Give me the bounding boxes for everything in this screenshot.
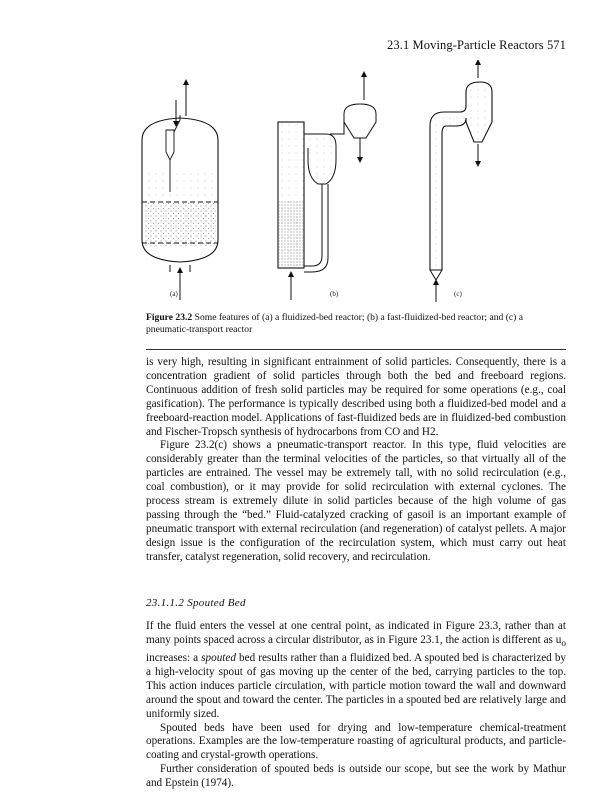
spouted-text-a: If the fluid enters the vessel at one central point, as indicated in Figure 23.3, rather than at many points spaced across a circular distributor, as in Figure 23.1, the action is different as u: [146, 620, 566, 646]
paragraph-spouted-further: Further consideration of spouted beds is outside our scope, but see the work by Mathur and Epstein (1974).: [146, 763, 566, 790]
running-head: 23.1 Moving-Particle Reactors 571: [387, 38, 566, 52]
body-text: [146, 356, 566, 565]
diagram-a-fluidized-bed: [142, 82, 218, 300]
section-body: [146, 620, 566, 791]
panel-label-b: (b): [330, 290, 339, 298]
paragraph-fast-fluidized: is very high, resulting in significant entrainment of solid particles. Consequently, there is a concentration gradient of solid particles through both the bed and freeboard regions. Continuous addition of fresh solid particles may be required for some operations (e.g., coal gasification). The performance is typically described using both a fluidized-bed model and a freeboard-reaction model. Applications of fast-fluidized beds are in fluidized-bed combustion and Fischer-Tropsch synthesis of hydrocarbons from CO and H2.: [146, 356, 566, 438]
diagram-c-pneumatic-transport: [430, 62, 492, 302]
paragraph-spouted-uses: Spouted beds have been used for drying and low-temperature chemical-treatment operations. Examples are the low-temperature roasting of agricultural products, and particle-coating and crystal-growth operations.: [146, 721, 566, 762]
caption-divider: [146, 349, 566, 350]
spouted-emphasis: spouted: [201, 652, 236, 665]
caption-label: Figure 23.2: [146, 312, 193, 323]
paragraph-pneumatic: Figure 23.2(c) shows a pneumatic-transport reactor. In this type, fluid velocities are considerably greater than the terminal velocities of the particles, so that virtually all of the particles are entrained. The vessel may be extremely tall, with no solid recirculation (e.g., coal combustion), or it may provide for solid recirculation with external cyclones. The process stream is extremely dilute in solid particles because of the high volume of gas passing through the “bed.” Fluid-catalyzed cracking of gasoil is an important example of pneumatic transport with external recirculation (and regeneration) of catalyst pellets. A major design issue is the configuration of the recirculation system, which must carry out heat transfer, catalyst regeneration, solid recovery, and recirculation.: [146, 439, 566, 563]
paragraph-spouted-intro: [146, 620, 566, 722]
panel-label-a: (a): [170, 290, 178, 298]
spouted-text-c: bed results rather than a fluidized bed. A spouted bed is characterized by a high-velocity spout of gas moving up the center of the bed, carrying particles to the top. This action induces particle circulation, with particle motion toward the wall and downward around the spout and toward the center. The particles in a spouted bed are relatively large and uniformly sized.: [146, 652, 567, 720]
diagram-b-fast-fluidized-bed: [278, 74, 376, 300]
section-heading: 23.1.1.2 Spouted Bed: [146, 597, 246, 609]
figure-23-2: [140, 60, 540, 320]
caption-text: Some features of (a) a fluidized-bed reactor; (b) a fast-fluidized-bed reactor; and (c) a pneumatic-transport reactor: [146, 312, 524, 335]
reactor-diagrams: [140, 60, 540, 320]
figure-caption: [146, 312, 526, 336]
velocity-subscript: o: [561, 639, 566, 650]
panel-label-c: (c): [454, 290, 462, 298]
spouted-text-b: increases: a: [146, 652, 202, 665]
